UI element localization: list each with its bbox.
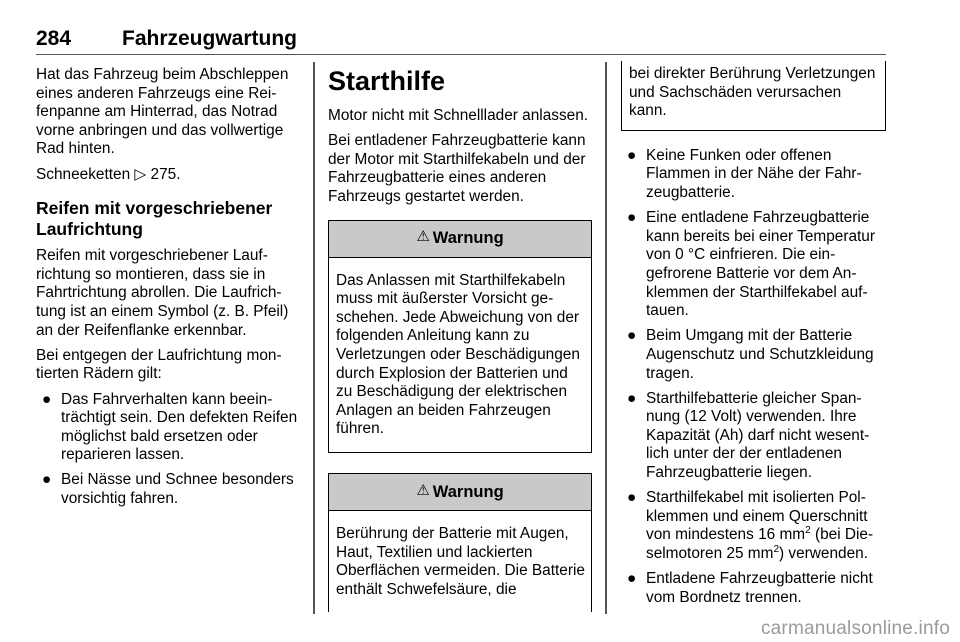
list-item: ● Beim Umgang mit der Batterie Augenschutz und Schutzkleidung tragen. [627,327,874,382]
superscript: 2 [805,525,811,537]
superscript: 2 [773,543,780,555]
bullet-icon: ● [42,390,52,408]
warning-box-2-continuation [621,61,886,131]
warning-box-2 [328,473,592,612]
page-header [36,22,886,55]
reference-page: 275. [150,165,181,183]
section-heading-tires: Reifen mit vorgeschriebener Laufrichtung [36,198,273,239]
list-item: ● Starthilfebatterie gleicher Spannung (12 Volt) verwenden. Ihre Kapazität (Ah) darf nicht wesentlich unter der der entladenen Fahrzeugbatterie liegen. [627,389,870,482]
warning-icon: ⚠ [416,481,430,499]
bullet-icon: ● [42,471,52,489]
right-column [621,66,886,614]
watermark: carmanualsonline.info [760,618,950,639]
list-item: ● Eine entladene Fahrzeugbatterie kann bereits bei einer Temperatur von 0 °C einfrieren. Die eingefrorene Batterie vor dem Anklemmen der Starthilfekabel auftauen. [627,209,875,320]
column-divider-right [605,62,607,614]
tires-bullet-list [36,391,304,509]
list-item: ● Keine Funken oder offenen Flammen in der Nähe der Fahrzeugbatterie. [627,146,862,201]
middle-column [328,66,592,612]
warning-text: Das Anlassen mit Starthilfekabeln muss mit äußerster Vorsicht geschehen. Jede Abweichung von der folgenden Anleitung kann zu Verletzungen oder Beschädigungen durch Explosion der Batterien und zu Beschädigung der elektrischen Anlagen an beiden Fahrzeugen führen. [336,271,580,438]
chapter-title: Fahrzeugwartung [122,27,298,50]
left-column [36,66,304,515]
list-item: ● Das Fahrverhalten kann beeinträchtigt sein. Den defekten Reifen möglichst bald ersetzen oder reparieren lassen. [42,390,298,464]
warning-title: Warnung [432,482,504,501]
section-heading-jump-start: Starthilfe [328,66,446,96]
page-number: 284 [36,27,72,50]
warning-text: Berührung der Batterie mit Augen, Haut, Textilien und lackierten Oberflächen vermeiden. Die Batterie enthält Schwefelsäure, die [336,524,585,598]
warning-text-continued: bei direkter Berührung Verletzungen und Sachschäden verursachen kann. [629,65,876,120]
list-item: ● Entladene Fahrzeugbatterie nicht vom Bordnetz trennen. [627,570,873,606]
snow-chains-reference[interactable] [36,166,304,185]
warning-box-1 [328,220,592,453]
jump-start-bullet-list [621,147,886,608]
bullet-icon: ● [627,146,637,164]
jump-start-paragraph-1: Motor nicht mit Schnelllader anlassen. [328,107,589,124]
warning-header [329,474,591,511]
bullet-icon: ● [627,570,637,588]
page-ref-arrow-icon: ▷ [134,165,147,183]
column-divider-left [313,62,315,614]
bullet-icon: ● [627,327,637,345]
list-item: ● Bei Nässe und Schnee besonders vorsichtig fahren. [42,471,294,508]
warning-title: Warnung [432,229,504,248]
bullet-icon: ● [627,209,637,227]
warning-icon: ⚠ [416,228,430,246]
tires-paragraph-1: Reifen mit vorgeschriebener Laufrichtung so montieren, dass sie in Fahrtrichtung abrollen. Die Laufrichtung ist an einem Symbol (z. B. Pfeil) an der Reifenflanke erkennbar. [36,247,289,339]
tires-paragraph-2: Bei entgegen der Laufrichtung montierten Rädern gilt: [36,346,282,383]
intro-paragraph: Hat das Fahrzeug beim Abschleppen eines anderen Fahrzeugs eine Reifenpanne am Hinterrad, das Notrad vorne anbringen und das vollwertige Rad hinten. [36,66,289,158]
warning-header [329,221,591,258]
bullet-icon: ● [627,389,637,407]
list-item: ● Starthilfekabel mit isolierten Polklemmen und einem Querschnitt von mindestens 16 $mm^2$ (bei Dieselmotoren 25 $mm^2$) verwenden. [627,489,874,563]
bullet-icon: ● [627,489,637,507]
reference-label: Schneeketten [36,165,131,183]
jump-start-paragraph-2: Bei entladener Fahrzeugbatterie kann der Motor mit Starthilfekabeln und der Fahrzeugbatterie eines anderen Fahrzeugs gestartet werden. [328,132,586,205]
